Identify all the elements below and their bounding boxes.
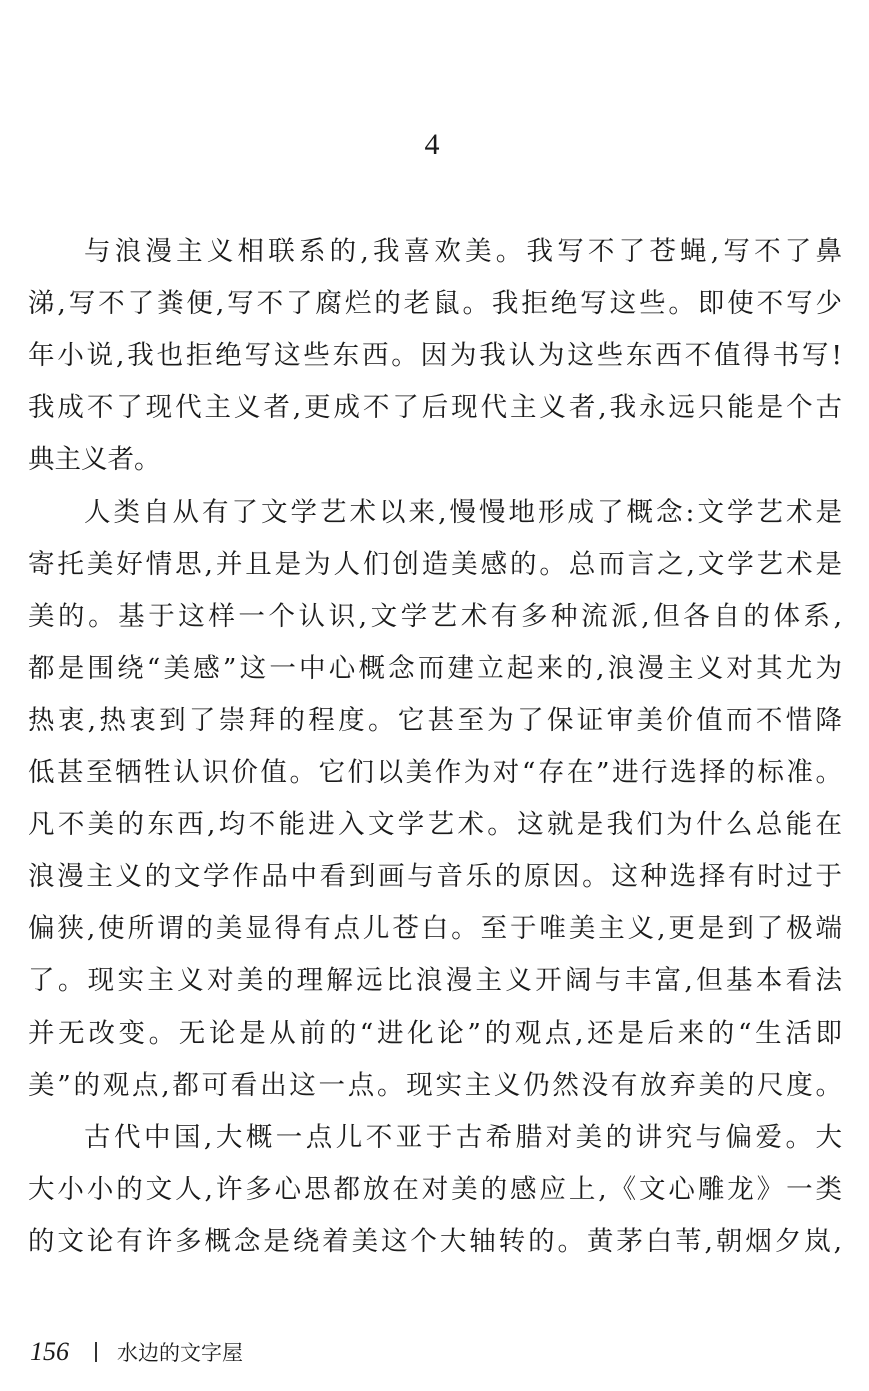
page-number: 156 <box>30 1337 69 1366</box>
text-line: 涕,写不了粪便,写不了腐烂的老鼠。我拒绝写这些。即使不写少 <box>28 288 842 320</box>
text-line: 与浪漫主义相联系的,我喜欢美。我写不了苍蝇,写不了鼻 <box>84 236 842 267</box>
text-line: 我成不了现代主义者,更成不了后现代主义者,我永远只能是个古 <box>28 392 842 424</box>
page-footer <box>30 1334 243 1370</box>
text-line: 典主义者。 <box>28 444 161 476</box>
text-line: 美”的观点,都可看出这一点。现实主义仍然没有放弃美的尺度。 <box>28 1069 842 1101</box>
text-line: 寄托美好情思,并且是为人们创造美感的。总而言之,文学艺术是 <box>28 548 842 580</box>
section-number: 4 <box>424 128 440 161</box>
text-line: 美的。基于这样一个认识,文学艺术有多种流派,但各自的体系, <box>28 600 842 632</box>
text-line: 年小说,我也拒绝写这些东西。因为我认为这些东西不值得书写! <box>28 340 842 372</box>
text-line: 的文论有许多概念是绕着美这个大轴转的。黄茅白苇,朝烟夕岚, <box>28 1225 842 1257</box>
text-line: 人类自从有了文学艺术以来,慢慢地形成了概念:文学艺术是 <box>84 496 842 528</box>
text-line: 大小小的文人,许多心思都放在对美的感应上,《文心雕龙》一类 <box>28 1173 842 1205</box>
text-line: 都是围绕“美感”这一中心概念而建立起来的,浪漫主义对其尤为 <box>28 652 842 684</box>
text-line: 浪漫主义的文学作品中看到画与音乐的原因。这种选择有时过于 <box>28 861 842 893</box>
text-line: 低甚至牺牲认识价值。它们以美作为对“存在”进行选择的标准。 <box>28 757 842 788</box>
text-line: 古代中国,大概一点儿不亚于古希腊对美的讲究与偏爱。大 <box>84 1121 842 1153</box>
text-line: 并无改变。无论是从前的“进化论”的观点,还是后来的“生活即 <box>28 1017 842 1049</box>
book-title: 水边的文字屋 <box>117 1341 243 1365</box>
text-line: 热衷,热衷到了崇拜的程度。它甚至为了保证审美价值而不惜降 <box>28 704 842 736</box>
text-line: 了。现实主义对美的理解远比浪漫主义开阔与丰富,但基本看法 <box>28 965 842 997</box>
text-line: 凡不美的东西,均不能进入文学艺术。这就是我们为什么总能在 <box>28 809 842 841</box>
footer-divider <box>95 1342 97 1362</box>
text-line: 偏狭,使所谓的美显得有点儿苍白。至于唯美主义,更是到了极端 <box>28 913 842 945</box>
